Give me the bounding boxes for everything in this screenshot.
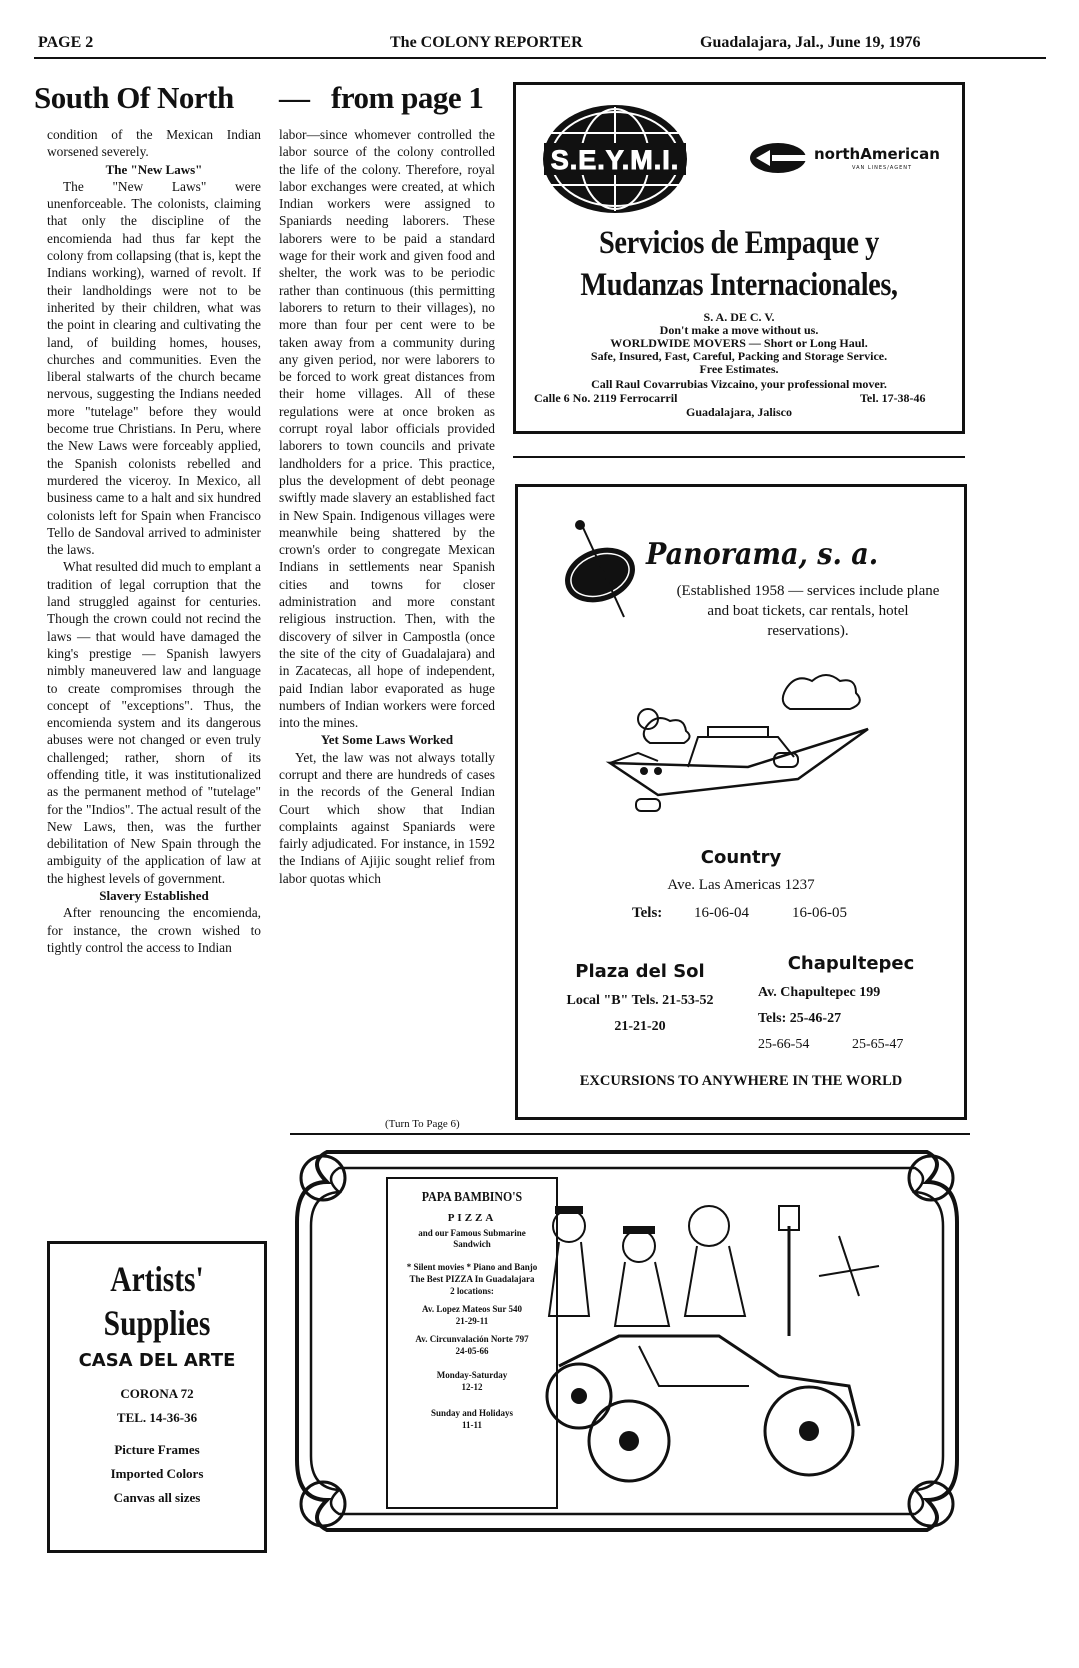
ad-artists-supplies: [47, 1241, 267, 1553]
papa-loc2-tel: 24-05-66: [455, 1346, 489, 1356]
papa-loc1: Av. Lopez Mateos Sur 540: [422, 1304, 522, 1314]
seymi-line5: Call Raul Covarrubias Vizcaino, your professional mover.: [591, 377, 887, 391]
airplane-ship-illustration: [598, 667, 898, 817]
panorama-footer: EXCURSIONS TO ANYWHERE IN THE WORLD: [579, 1073, 903, 1089]
seymi-title-line1: Servicios de Empaque y: [599, 225, 879, 261]
headline-right: from page 1: [331, 80, 484, 115]
paragraph: condition of the Mexican Indian worsened severely.: [47, 127, 261, 160]
paragraph: What resulted did much to emplant a tradition of legal corruption that the land struggled against for centuries. Though the crown could not recind the laws — that would have damaged the king's prestige — Spanish lawyers nimbly maneuvered law and language to create compromises through the concept of "exceptions". Thus, the encomienda system and its dangerous abuses were not changed or even truly challenged; rather, shorn of its offending title, it was institutionalized as the permanent method of "tutelage" for the "Indios". The actual result of the New Laws, then, was the further debilitation of New Spain through the ambiguity of the application of law at the highest levels of government.: [47, 559, 261, 886]
papa-line1: and our Famous Submarine Sandwich: [418, 1228, 526, 1249]
seymi-line3: Safe, Insured, Fast, Careful, Packing and Storage Service.: [590, 349, 888, 363]
chap-tels: Tels: 25-46-27: [758, 1011, 842, 1026]
country-address: Ave. Las Americas 1237: [667, 877, 815, 893]
seymi-address: Calle 6 No. 2119 Ferrocarril: [534, 391, 678, 405]
artists-item2: Imported Colors: [110, 1466, 204, 1481]
ad-panorama: [515, 484, 967, 1120]
chap-tel2: 25-66-54: [758, 1037, 810, 1052]
chap-title: Chapultepec: [787, 953, 915, 974]
country-title: Country: [700, 847, 782, 868]
paragraph: After renouncing the encomienda, for instance, the crown wished to tightly control the access to Indian: [47, 905, 261, 955]
papa-hours1-time: 12-12: [461, 1382, 483, 1392]
page-number: PAGE 2: [38, 34, 94, 51]
section-rule: [290, 1133, 970, 1135]
papa-hours1: Monday-Saturday: [436, 1370, 508, 1380]
seymi-line4: Free Estimates.: [699, 362, 779, 376]
artists-item3: Canvas all sizes: [113, 1490, 201, 1505]
artists-title1: Artists': [110, 1259, 204, 1299]
artists-store: CASA DEL ARTE: [78, 1350, 236, 1371]
headline-left: South Of North: [34, 80, 234, 115]
papa-line3: The Best PIZZA In Guadalajara: [409, 1274, 535, 1284]
seymi-company: S. A. DE C. V.: [703, 310, 775, 324]
turn-to-page: (Turn To Page 6): [385, 1118, 460, 1130]
paragraph: Yet, the law was not always totally corrupt and there are hundreds of cases in the records of the General Indian Court which show that Indian complaints against Spaniards were fairly adjudicated. For instance, in 1592 the Indians of Ajijic sought relief from labor quotas which: [279, 749, 495, 886]
ad-seymi: [513, 82, 965, 434]
ad-papa-bambinos: [287, 1142, 967, 1540]
papa-hours2: Sunday and Holidays: [430, 1408, 514, 1418]
plaza-title: Plaza del Sol: [575, 961, 705, 982]
subhead-yet-some-laws: Yet Some Laws Worked: [320, 732, 454, 748]
masthead-rule: [34, 57, 1046, 59]
north-american-logo-icon: [748, 141, 812, 175]
partner-name: northAmerican: [814, 145, 940, 163]
papa-line4: 2 locations:: [450, 1286, 494, 1296]
old-car-illustration: [519, 1186, 899, 1506]
chap-address: Av. Chapultepec 199: [758, 985, 881, 1000]
paragraph: labor—since whomever controlled the labor source of the colony controlled the life of the colony. Therefore, royal labor exchanges were created, at which Indian workers were assigned to Spaniards needing laborers. These laborers were to be paid a standard wage for their work and given food and shelter, the work was to be periodic rather than continuous (this permitting laborers to return to their villages), no more than four per cent were to be taken away from a community during any given period, nor were laborers to be forced to work great distances from their home villages. All of these regulations were at once broken as corrupt royal labor officials provided laborers to town councils and private landholders for a price. This practice, plus the development of debt peonage swiftly made slavery an established fact in New Spain. Indigenous villages were meanwhile being shattered by the crown's order to congregate Mexican Indians in settlements near Spanish cities and towns for closer administration and more constant religious instruction. Then, with the discovery of silver in Campostla (once the site of the city of Guadalajara) and in Zacatecas, all hope of independent, paid Indian labor evaporated as huge numbers of Indian workers were forced into the mines.: [279, 127, 495, 731]
subhead-new-laws: The "New Laws": [105, 161, 203, 177]
artists-address: CORONA 72: [120, 1386, 194, 1401]
country-tel1: 16-06-04: [694, 905, 749, 921]
article-column-1: [47, 126, 261, 956]
globe-pin-icon: [560, 519, 644, 619]
headline: [34, 80, 529, 116]
country-tel2: 16-06-05: [792, 905, 847, 921]
seymi-phone: Tel. 17-38-46: [860, 391, 926, 405]
papa-text: [387, 1190, 557, 1430]
plaza-line2: 21-21-20: [614, 1019, 666, 1034]
article-column-2: [279, 126, 495, 887]
seymi-city: Guadalajara, Jalisco: [685, 405, 792, 419]
papa-pizza: PIZZA: [447, 1212, 497, 1224]
chap-tel3: 25-65-47: [852, 1037, 904, 1052]
papa-hours2-time: 11-11: [461, 1420, 482, 1430]
seymi-line1: Don't make a move without us.: [659, 323, 819, 337]
seymi-title-line2: Mudanzas Internacionales,: [580, 267, 898, 303]
ad-divider: [513, 456, 965, 458]
artists-title2: Supplies: [103, 1303, 211, 1343]
seymi-logo-text: S.E.Y.M.I.: [550, 145, 680, 175]
paragraph: The "New Laws" were unenforceable. The colonists, claiming that only the discipline of the encomienda had thus far kept the colony from collapsing (that is, kept the Indians working), warned of revolt. If their landholdings were not to be inherited by their children, what was the point in clearing and cultivating the land, of building homes, houses, churches and communities. Even the liberal stalwarts of the church became nervous, suggesting the Indians needed more "tutelage" before they would become true Christians. In Peru, where the New Laws were forceably applied, the Spanish colonists rebelled and murdered the viceroy. In Mexico, all business came to a halt and six hundred colonists left for Spain when Francisco Tello de Sandoval arrived to administer the laws.: [47, 178, 261, 558]
papa-line2: * Silent movies * Piano and Banjo: [406, 1262, 538, 1272]
plaza-line1: Local "B" Tels. 21-53-52: [566, 993, 714, 1008]
headline-dash: —: [279, 80, 310, 115]
papa-loc1-tel: 21-29-11: [455, 1316, 489, 1326]
panorama-brand: Panorama, s. a.: [646, 537, 879, 572]
artists-tel: TEL. 14-36-36: [116, 1410, 198, 1425]
artists-item1: Picture Frames: [114, 1442, 200, 1457]
seymi-line2: WORLDWIDE MOVERS — Short or Long Haul.: [610, 336, 868, 350]
subhead-slavery: Slavery Established: [99, 888, 209, 904]
partner-sub: VAN LINES/AGENT: [852, 165, 913, 171]
dateline: Guadalajara, Jal., June 19, 1976: [700, 34, 921, 51]
panorama-established: (Established 1958 — services include plane and boat tickets, car rentals, hotel reservations).: [676, 583, 940, 639]
country-tels-label: Tels:: [632, 905, 663, 921]
paper-name: The COLONY REPORTER: [390, 34, 583, 51]
papa-title: PAPA BAMBINO'S: [421, 1190, 523, 1205]
papa-loc2: Av. Circunvalación Norte 797: [415, 1334, 529, 1344]
